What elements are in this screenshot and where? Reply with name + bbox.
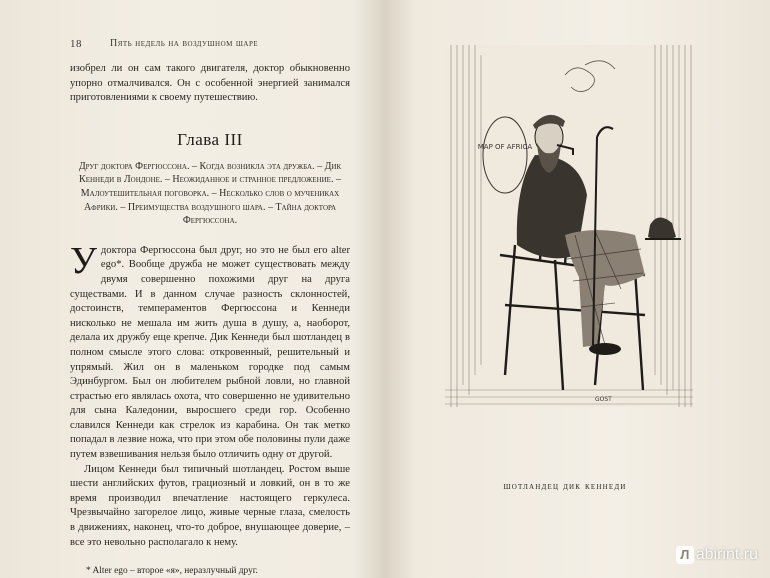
right-page xyxy=(445,45,695,407)
watermark-logo-icon: Л xyxy=(676,546,694,564)
opening-paragraph xyxy=(70,239,350,463)
left-page xyxy=(70,38,350,576)
engraving-illustration xyxy=(445,45,693,407)
continued-paragraph: изобрел ли он сам такого двигателя, доктор обыкновенно упорно отмалчивался. Он с особенной энергией занимался приготовлениями к своему путешествию. xyxy=(70,63,350,104)
drop-cap: У xyxy=(70,239,97,282)
running-title: Пять недель на воздушном шаре xyxy=(110,38,259,49)
artist-signature: GOST xyxy=(595,396,612,403)
illustration-caption: шотландец дик кеннеди xyxy=(503,481,627,492)
second-paragraph: Лицом Кеннеди был типичный шотландец. Ростом выше шести английских футов, грациозный и ловкий, он в то же время производил впечатление настоящего геркулеса. Чрезвычайно загорелое лицо, живые черные глаза, смелость в движениях, наконец, что-то доброе, внушающее доверие, – все это невольно располагало к нему. xyxy=(70,463,350,548)
map-label: MAP OF AFRICA xyxy=(477,143,533,151)
chapter-title: Глава III xyxy=(177,129,243,149)
footnote: * Alter ego – второе «я», неразлучный друг. xyxy=(86,566,258,577)
opening-paragraph-text: доктора Фергюссона был друг, но это не был его alter ego*. Вообще дружба не может существовать между двумя совершенно похожими друг на друга существами. И в данном случае разность склонностей, достоинств, темпераментов Фергюссона и Кеннеди нисколько не мешала им жить душа в душу, а, наоборот, делала их дружбу еще крепче. Дик Кеннеди был шотландец в полном смысле этого слова: откровенный, решительный и упрямый. Жил он в маленьком городке под самым Эдинбургом. Был он любителем рыбной ловли, но главной страстью его являлась охота, что совершенно не удивительно для сына Каледонии, выросшего среди гор. Особенно славился Кеннеди как стрелок из карабина. Он так метко попадал в лезвие ножа, что при этом обе половины пули даже путем взвешивания нельзя было отличить одну от другой. xyxy=(70,244,350,461)
page-number: 18 xyxy=(70,38,82,50)
chapter-summary: Друг доктора Фергюссона. – Когда возникла эта дружба. – Дик Кеннеди в Лондоне. – Неожиданное и странное предложение. – Малоутешительная поговорка. – Несколько слов о мучениках Африки. – Преимущества воздушного шара. – Тайна доктора Фергюссона. xyxy=(78,160,342,227)
watermark-text: abirint.ru xyxy=(695,546,758,563)
running-header xyxy=(70,38,350,50)
watermark xyxy=(676,546,758,564)
